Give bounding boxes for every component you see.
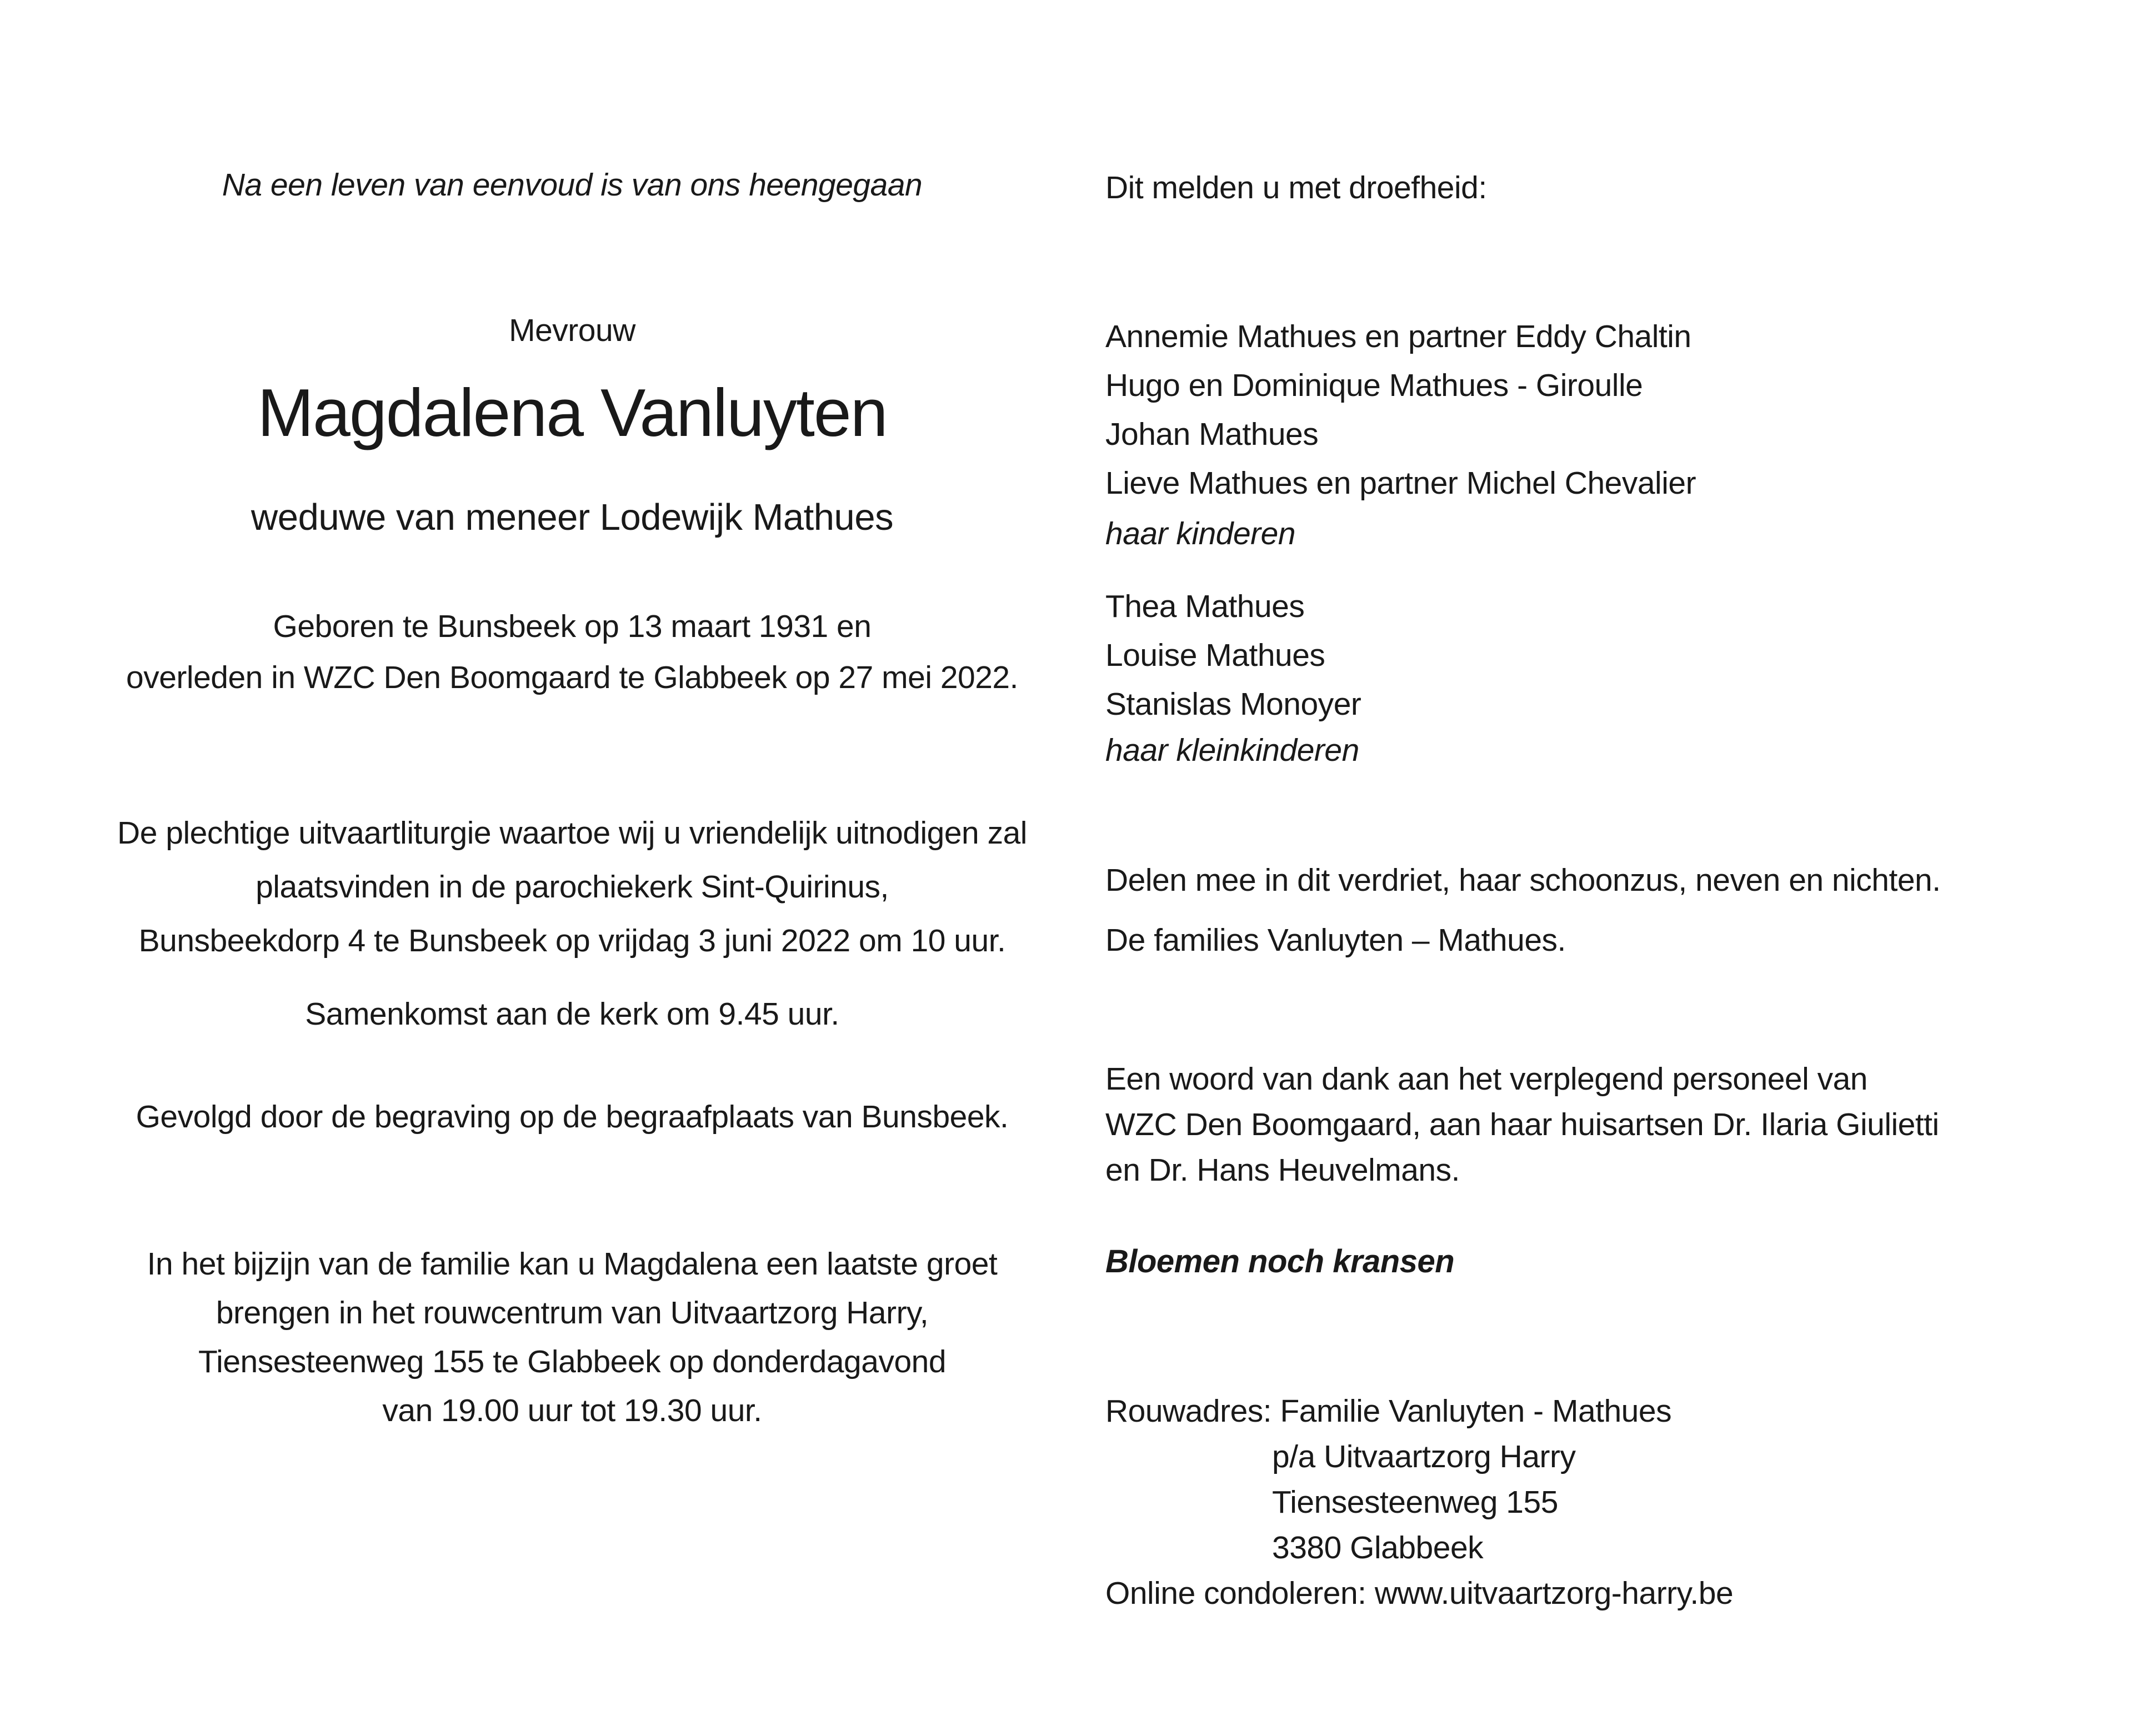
mourning-address-block <box>1105 1388 2058 1616</box>
flowers-line: Bloemen noch kransen <box>1105 1243 1455 1280</box>
thanks-line-1: Een woord van dank aan het verplegend personeel van <box>1105 1061 1868 1097</box>
death-line: overleden in WZC Den Boomgaard te Glabbeek op 27 mei 2022. <box>126 660 1018 695</box>
thanks-line-2: WZC Den Boomgaard, aan haar huisartsen Dr. Ilaria Giulietti <box>1105 1107 1939 1142</box>
child-line-3: Johan Mathues <box>1105 417 1319 452</box>
grandchildren-list <box>1105 582 2058 729</box>
visitation-block <box>100 1240 1044 1435</box>
service-line-2: plaatsvinden in de parochiekerk Sint-Quirinus, <box>256 869 889 905</box>
left-column <box>100 0 1044 1736</box>
grandchild-line-1: Thea Mathues <box>1105 589 1305 624</box>
deceased-name: Magdalena Vanluyten <box>257 375 887 450</box>
thanks-line-3: en Dr. Hans Heuvelmans. <box>1105 1152 1460 1188</box>
families-line: De families Vanluyten – Mathues. <box>1105 922 1566 958</box>
service-line-1: De plechtige uitvaartliturgie waartoe wij u vriendelijk uitnodigen zal <box>117 815 1027 851</box>
grandchildren-label: haar kleinkinderen <box>1105 732 1359 768</box>
address-line-4: 3380 Glabbeek <box>1272 1530 1484 1566</box>
relatives-line: Delen mee in dit verdriet, haar schoonzus, neven en nichten. <box>1105 862 1941 898</box>
child-line-4: Lieve Mathues en partner Michel Chevalier <box>1105 465 1696 501</box>
visitation-line-1: In het bijzijn van de familie kan u Magdalena een laatste groet <box>147 1246 998 1282</box>
grandchild-line-2: Louise Mathues <box>1105 638 1325 673</box>
children-label: haar kinderen <box>1105 516 1296 551</box>
right-column <box>1105 0 2058 1736</box>
birth-death-block <box>100 601 1044 703</box>
gathering-line: Samenkomst aan de kerk om 9.45 uur. <box>305 996 839 1032</box>
birth-line: Geboren te Bunsbeek op 13 maart 1931 en <box>273 609 872 644</box>
address-line-2: p/a Uitvaartzorg Harry <box>1272 1439 1576 1474</box>
child-line-1: Annemie Mathues en partner Eddy Chaltin <box>1105 319 1691 354</box>
widow-line: weduwe van meneer Lodewijk Mathues <box>251 496 894 538</box>
children-list <box>1105 312 2058 508</box>
salutation: Mevrouw <box>509 313 635 348</box>
address-line-3: Tiensesteenweg 155 <box>1272 1484 1558 1520</box>
burial-line: Gevolgd door de begraving op de begraafplaats van Bunsbeek. <box>136 1099 1009 1135</box>
child-line-2: Hugo en Dominique Mathues - Giroulle <box>1105 368 1643 403</box>
funeral-service-block <box>100 806 1044 968</box>
grandchild-line-3: Stanislas Monoyer <box>1105 686 1361 722</box>
visitation-line-2: brengen in het rouwcentrum van Uitvaartzorg Harry, <box>216 1295 929 1331</box>
visitation-line-4: van 19.00 uur tot 19.30 uur. <box>382 1393 762 1428</box>
address-line-1: Rouwadres: Familie Vanluyten - Mathues <box>1105 1393 1672 1429</box>
online-condolence-line: Online condoleren: www.uitvaartzorg-harry.be <box>1105 1576 1734 1611</box>
announcement-line: Dit melden u met droefheid: <box>1105 170 1487 205</box>
thanks-block <box>1105 1056 2058 1193</box>
opening-quote: Na een leven van eenvoud is van ons heengegaan <box>222 167 923 203</box>
service-line-3: Bunsbeekdorp 4 te Bunsbeek op vrijdag 3 juni 2022 om 10 uur. <box>138 923 1006 959</box>
visitation-line-3: Tiensesteenweg 155 te Glabbeek op donderdagavond <box>198 1344 947 1379</box>
